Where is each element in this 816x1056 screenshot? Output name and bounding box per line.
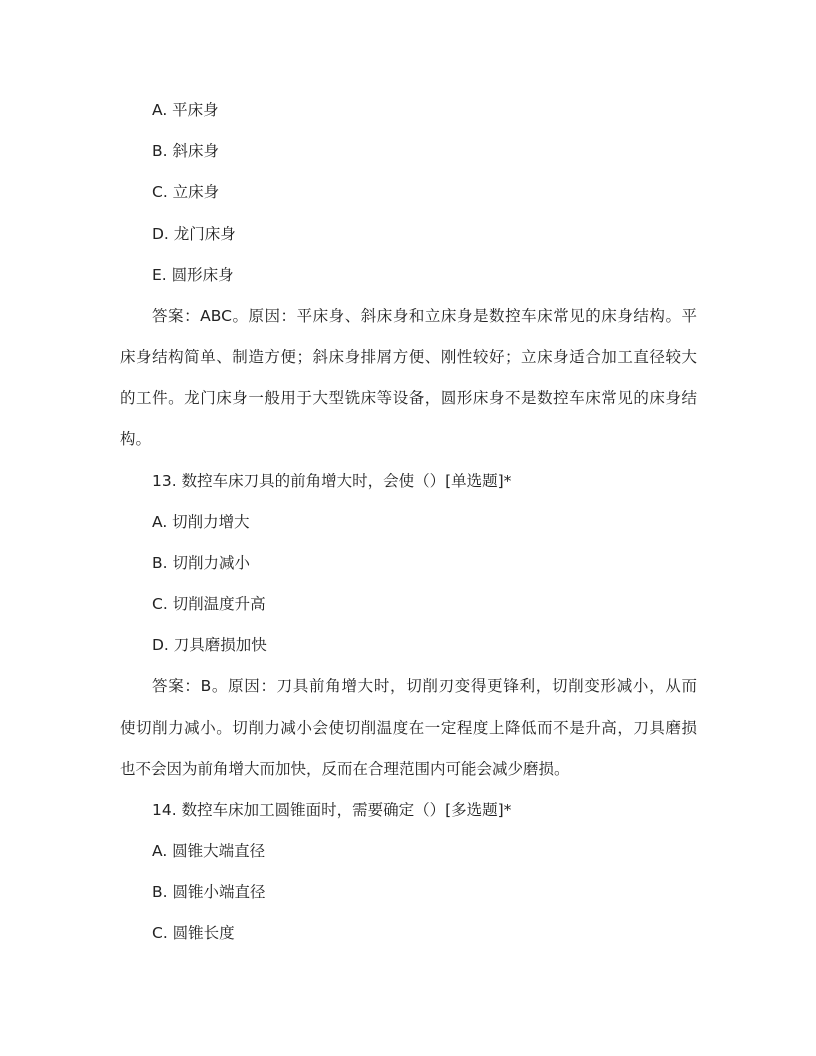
q12-answer-line-1: 答案：ABC。原因：平床身、斜床身和立床身是数控车床常见的床身结构。平	[152, 307, 697, 325]
q12-option-a: A. 平床身	[152, 101, 219, 119]
q13-option-c: C. 切削温度升高	[152, 595, 266, 613]
q13-answer-line-1: 答案：B。原因：刀具前角增大时，切削刃变得更锋利，切削变形减小，从而	[152, 677, 697, 695]
q14-question: 14. 数控车床加工圆锥面时，需要确定（）[多选题]*	[152, 801, 512, 819]
q13-option-b: B. 切削力减小	[152, 554, 250, 572]
q13-option-a: A. 切削力增大	[152, 513, 250, 531]
q12-option-c: C. 立床身	[152, 183, 220, 201]
q14-option-a: A. 圆锥大端直径	[152, 842, 266, 860]
q13-option-d: D. 刀具磨损加快	[152, 636, 267, 654]
q12-option-b: B. 斜床身	[152, 142, 219, 160]
q12-option-e: E. 圆形床身	[152, 266, 234, 284]
q14-option-c: C. 圆锥长度	[152, 924, 235, 942]
q12-answer-line-2: 床身结构简单、制造方便；斜床身排屑方便、刚性较好；立床身适合加工直径较大	[120, 348, 697, 366]
q13-answer-line-2: 使切削力减小。切削力减小会使切削温度在一定程度上降低而不是升高，刀具磨损	[120, 719, 697, 737]
q14-option-b: B. 圆锥小端直径	[152, 883, 266, 901]
q13-question: 13. 数控车床刀具的前角增大时，会使（）[单选题]*	[152, 472, 512, 490]
q12-answer-line-3: 的工件。龙门床身一般用于大型铣床等设备，圆形床身不是数控车床常见的床身结	[120, 389, 697, 407]
q12-answer-line-4: 构。	[120, 430, 152, 448]
q13-answer-line-3: 也不会因为前角增大而加快，反而在合理范围内可能会减少磨损。	[120, 760, 570, 778]
q12-option-d: D. 龙门床身	[152, 225, 236, 243]
